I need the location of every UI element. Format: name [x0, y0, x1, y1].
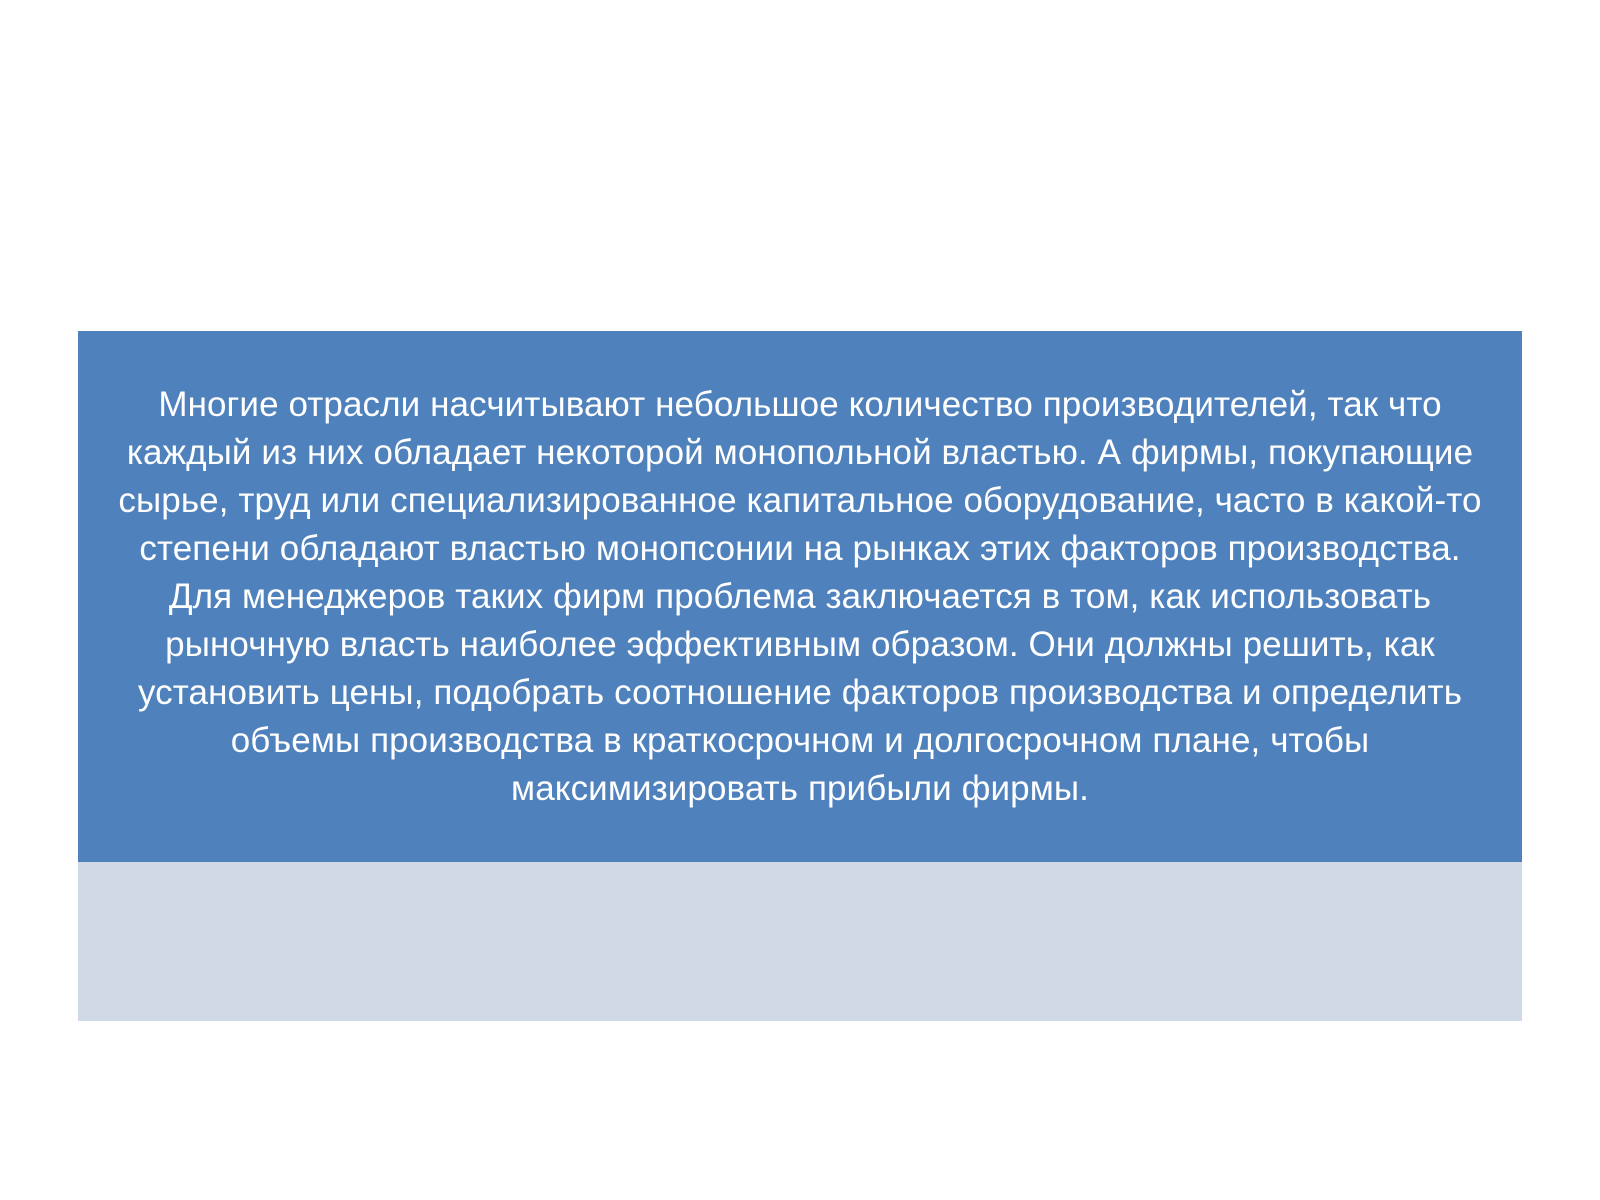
table-body-row: [78, 862, 1522, 1021]
table-header-cell: [78, 331, 1522, 862]
text-table: [78, 331, 1522, 1021]
slide-paragraph: Многие отрасли насчитывают небольшое количество производителей, так что каждый из них обладает некоторой монопольной властью. А фирмы, покупающие сырье, труд или специализированное капитальное оборудование, часто в какой-то степени обладают властью монопсонии на рынках этих факторов производства. Для менеджеров таких фирм проблема заключается в том, как использовать рыночную власть наиболее эффективным образом. Они должны решить, как установить цены, подобрать соотношение факторов производства и определить объемы производства в краткосрочном и долгосрочном плане, чтобы максимизировать прибыли фирмы.: [118, 384, 1482, 808]
